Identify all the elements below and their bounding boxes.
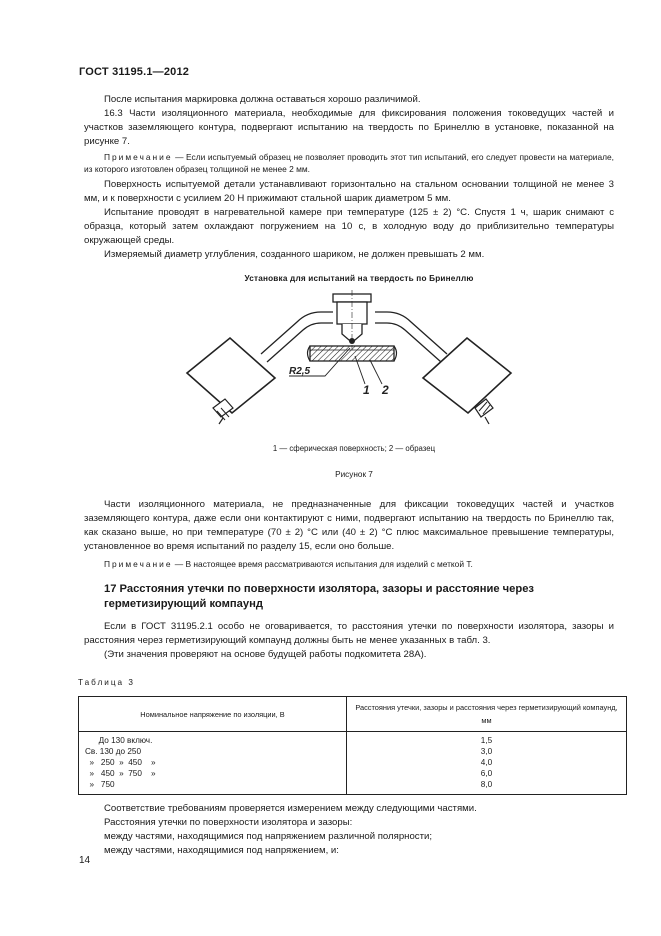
radius-label: R2,5 [289, 366, 311, 377]
table-cell-distance: 3,0 [480, 747, 493, 756]
verification-line: между частями, находящимися под напряжением различной полярности; [104, 831, 433, 842]
voltage-column [79, 732, 347, 795]
paragraph-non-fixing-parts: Части изоляционного материала, не предназначенные для фиксации токоведущих частей и участков заземляющего контура, даже если они контактируют с ними, подвергают испытанию на твердость по Бринеллю так, как сказано выше, но при температуре (70 ± 2) °С или (40 ± 2) °С плюс максимальное превышение температуры, установленное во время испытаний по разделу 15, если оно больше. [84, 499, 614, 552]
document-header: ГОСТ 31195.1—2012 [79, 66, 190, 78]
center-ram [333, 290, 371, 350]
paragraph-diameter: Измеряемый диаметр углубления, созданного шариком, не должен превышать 2 мм. [104, 249, 485, 260]
section-17-title: 17 Расстояния утечки по поверхности изолятора, зазоры и расстояние через герметизирующий компаунд [104, 583, 534, 610]
brinell-apparatus-drawing [179, 290, 519, 438]
callout-1: 1 [363, 383, 370, 397]
table-cell-voltage: » 250 » 450 » [85, 758, 156, 767]
paragraph-section-17: Если в ГОСТ 31195.2.1 особо не оговаривается, то расстояния утечки по поверхности изолятора, зазоры и расстояния через герметизирующий компаунд должны быть не менее указанных в табл. 3. [84, 621, 614, 646]
verification-line: между частями, находящимися под напряжением, и: [104, 845, 339, 856]
table-cell-voltage: Св. 130 до 250 [85, 747, 142, 756]
verification-line: Расстояния утечки по поверхности изолятора и зазоры: [104, 817, 353, 828]
note-1-label: Примечание [104, 152, 173, 162]
paragraph-test-chamber: Испытание проводят в нагревательной камере при температуре (125 ± 2) °С. Спустя 1 ч, шарик снимают с образца, который затем охлаждают погружением на 10 с, в холодную воду до приблизительно температуры окружающей среды. [84, 207, 614, 246]
table-header-voltage: Номинальное напряжение по изоляции, В [79, 697, 347, 732]
distance-column [347, 732, 627, 795]
table-header-distance: Расстояния утечки, зазоры и расстояния через герметизирующий компаунд, мм [347, 697, 627, 732]
verification-line: Соответствие требованиям проверяется измерением между следующими частями. [104, 803, 477, 814]
table-cell-distance: 1,5 [480, 736, 493, 745]
page-number: 14 [79, 855, 91, 866]
paragraph-subcommittee: (Эти значения проверяют на основе будущей работы подкомитета 28А). [104, 649, 427, 660]
left-weight-box [187, 338, 275, 424]
note-2-text: — В настоящее время рассматриваются испытания для изделий с меткой Т. [172, 559, 473, 569]
figure-legend: 1 — сферическая поверхность; 2 — образец [272, 444, 436, 453]
paragraph-16-3: 16.3 Части изоляционного материала, необходимые для фиксирования положения токоведущих частей и участков заземляющего контура, подвергают испытанию на твердость по Бринеллю в установке, показанной на рисунке 7. [84, 108, 614, 147]
note-1-text: — Если испытуемый образец не позволяет проводить этот тип испытаний, его следует провести на материале, из которого изготовлен образец толщиной не менее 2 мм. [84, 152, 614, 174]
paragraph-surface: Поверхность испытуемой детали устанавливают горизонтально на стальном основании толщиной не менее 3 мм, и к поверхности с усилием 20 Н прижимают стальной шарик диаметром 5 мм. [84, 179, 614, 204]
main-content [78, 93, 618, 858]
table-cell-distance: 6,0 [480, 769, 493, 778]
table-cell-distance: 4,0 [480, 758, 493, 767]
verification-text [84, 802, 614, 858]
callout-2: 2 [382, 383, 389, 397]
table-cell-voltage: » 750 [85, 780, 115, 789]
specimen [308, 346, 397, 361]
table-cell-voltage: » 450 » 750 » [85, 769, 156, 778]
figure-caption: Рисунок 7 [335, 470, 373, 479]
table-caption: Таблица 3 [78, 678, 135, 687]
right-weight-box [423, 338, 511, 424]
note-2-label: Примечание [104, 559, 173, 569]
table-cell-distance: 8,0 [480, 780, 493, 789]
figure-title: Установка для испытаний на твердость по Бринеллю [244, 274, 474, 283]
figure-7 [84, 290, 614, 440]
table-3 [78, 696, 627, 795]
table-cell-voltage: До 130 включ. [85, 736, 153, 745]
note-1 [84, 151, 614, 175]
note-2 [84, 558, 614, 570]
paragraph-marking: После испытания маркировка должна оставаться хорошо различимой. [104, 94, 421, 105]
